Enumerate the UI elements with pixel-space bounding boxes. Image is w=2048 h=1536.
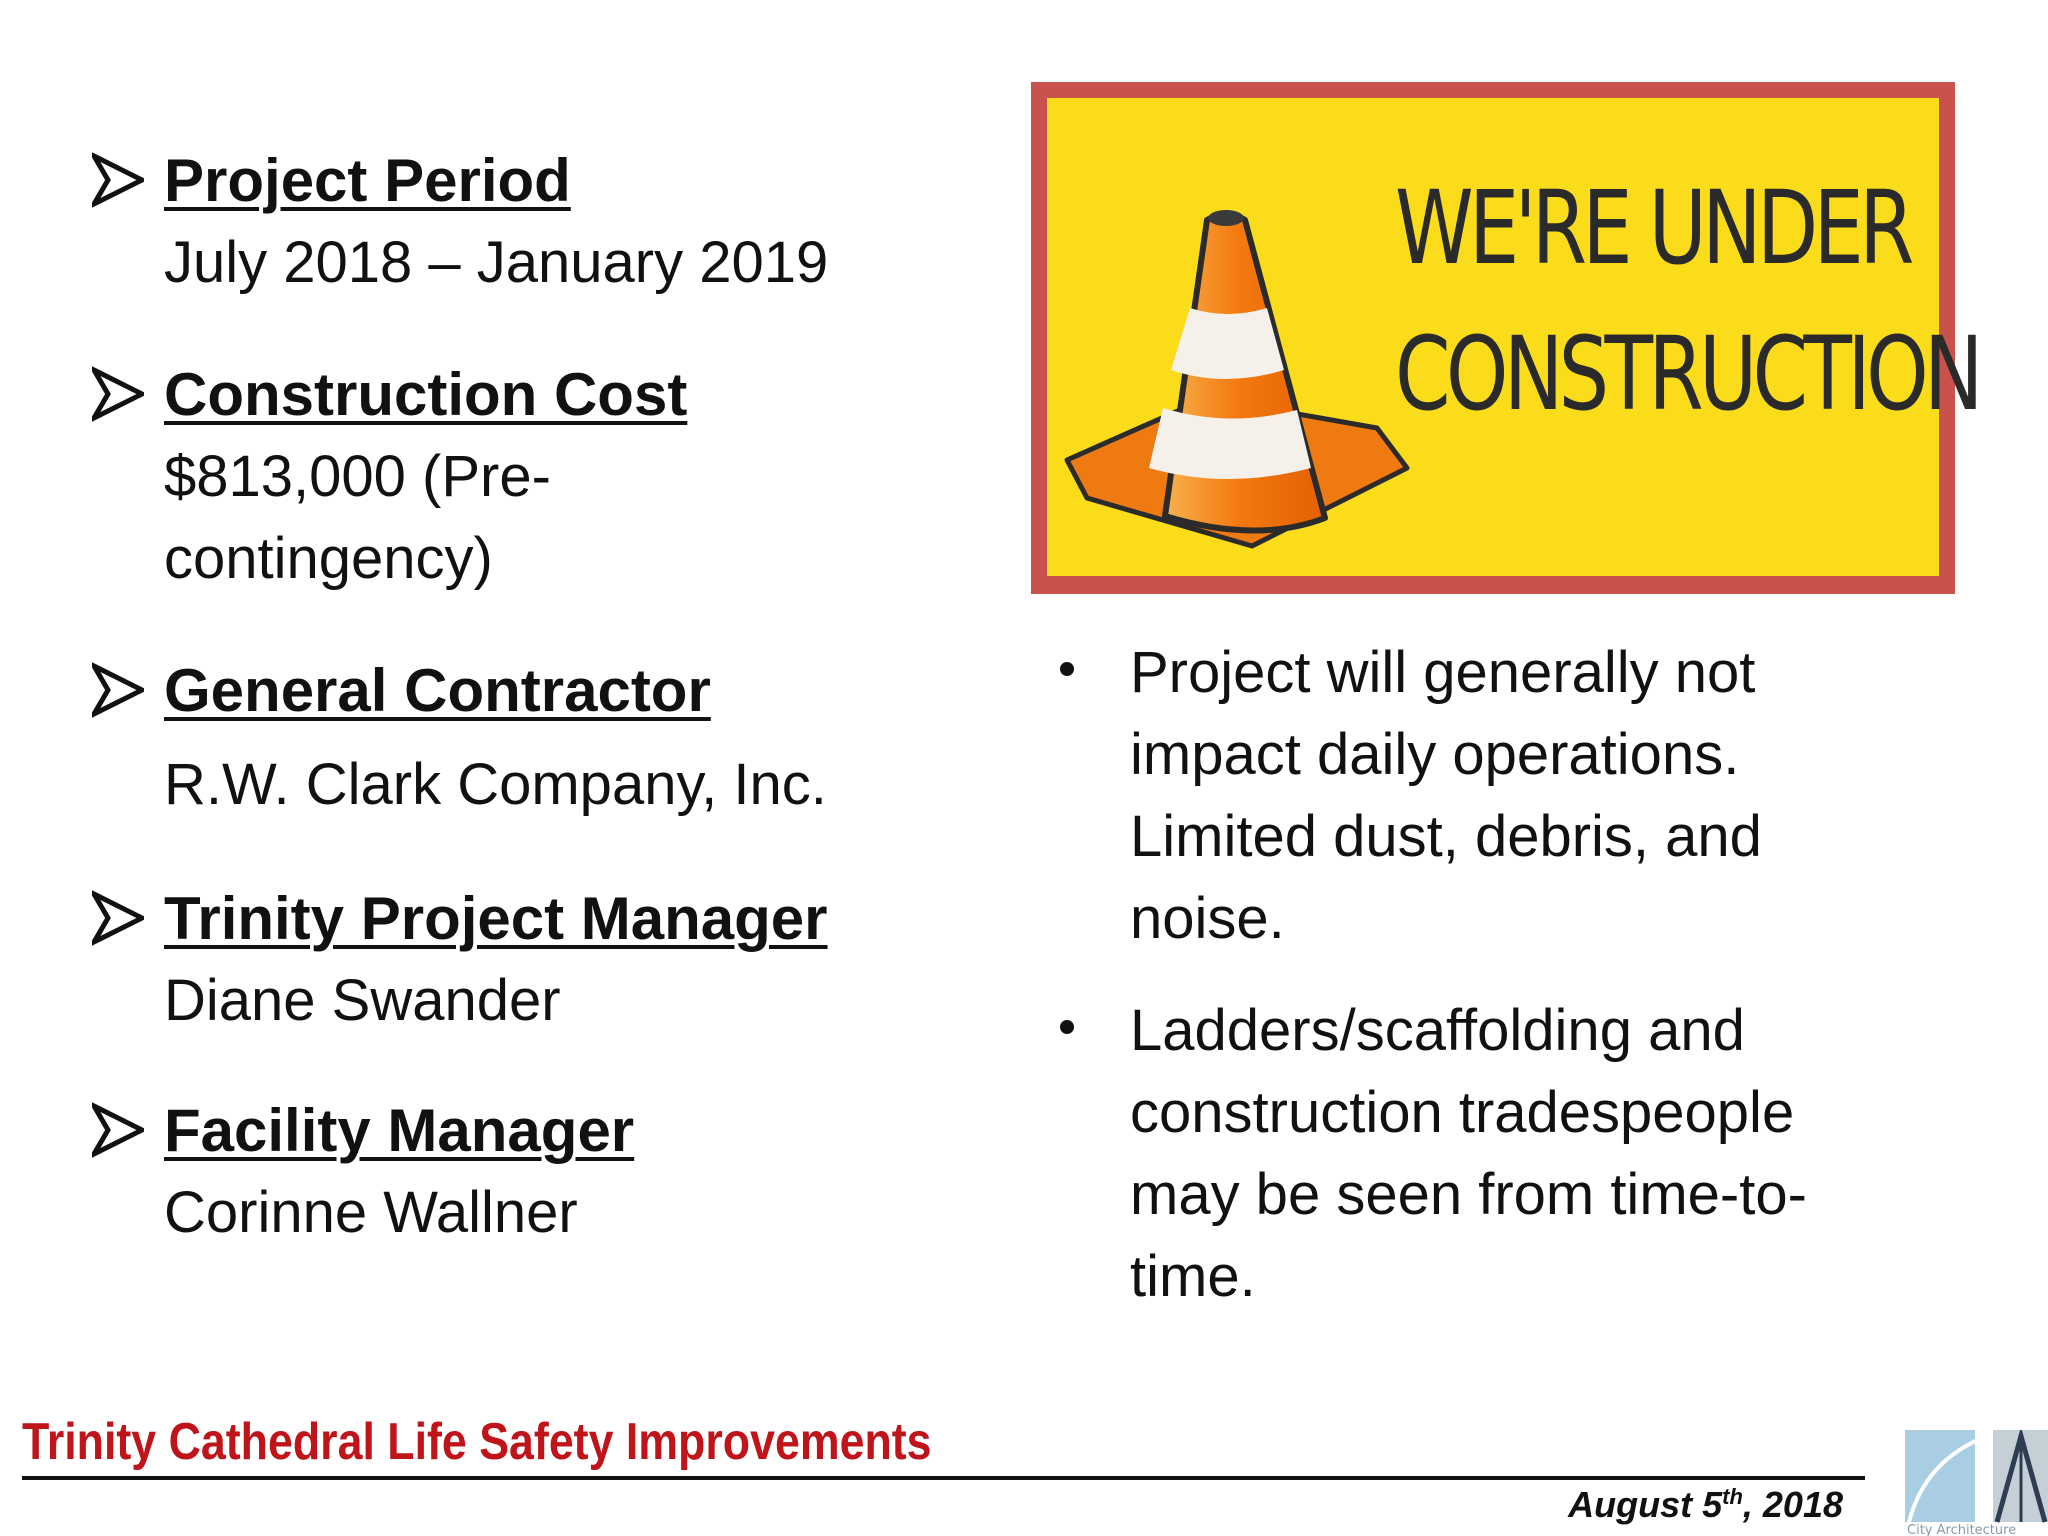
note-text: Ladders/scaffolding and construction tradespeople may be seen from time-to- time.	[1130, 998, 1807, 1309]
under-construction-sign	[1031, 82, 1979, 594]
footer-project-title: Trinity Cathedral Life Safety Improvements	[22, 1413, 932, 1471]
detail-title: Trinity Project Manager	[164, 885, 828, 952]
footer-date	[1568, 1484, 1843, 1526]
detail-value: July 2018 – January 2019	[164, 230, 829, 295]
logo-text: City Architecture	[1907, 1523, 2017, 1536]
detail-title: Project Period	[164, 147, 571, 214]
detail-value: Corinne Wallner	[164, 1180, 578, 1245]
sign-text-line-1: WE'RE UNDER	[1395, 169, 1910, 288]
note-text: Project will generally not impact daily operations. Limited dust, debris, and noise.	[1130, 640, 1762, 951]
project-details-list	[0, 0, 1000, 1300]
sign-panel	[1047, 98, 1979, 576]
sign-text-line-2: CONSTRUCTION	[1395, 315, 1979, 434]
detail-title: General Contractor	[164, 657, 711, 724]
note-item	[1040, 990, 1940, 1318]
footer-date-suffix: th	[1722, 1484, 1743, 1509]
note-item	[1040, 632, 1940, 960]
arrow-bullet-icon	[92, 366, 144, 422]
footer-divider	[22, 1476, 1865, 1480]
arrow-bullet-icon	[92, 890, 144, 946]
arrow-bullet-icon	[92, 662, 144, 718]
detail-title: Facility Manager	[164, 1097, 635, 1164]
arrow-bullet-icon	[92, 152, 144, 208]
detail-title: Construction Cost	[164, 361, 688, 428]
city-architecture-logo	[1905, 1430, 2048, 1536]
detail-value: R.W. Clark Company, Inc.	[164, 752, 827, 817]
notes-list	[1040, 632, 1940, 1348]
footer-date-year: , 2018	[1742, 1484, 1843, 1525]
footer-date-main: August 5	[1568, 1484, 1723, 1525]
bullet-dot-icon	[1060, 662, 1074, 676]
bullet-dot-icon	[1060, 1020, 1074, 1034]
detail-value: $813,000 (Pre- contingency)	[164, 444, 551, 591]
detail-value: Diane Swander	[164, 968, 561, 1033]
traffic-cone-icon	[1057, 198, 1427, 558]
arrow-bullet-icon	[92, 1102, 144, 1158]
